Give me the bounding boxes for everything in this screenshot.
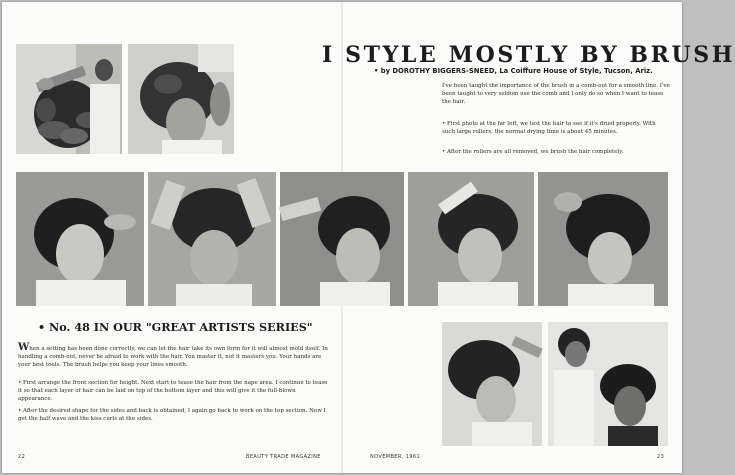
article-byline: • by DOROTHY BIGGERS-SNEED, La Coiffure House of Style, Tucson, Ariz. <box>374 67 653 75</box>
magazine-spread <box>2 2 735 473</box>
series-heading: • No. 48 IN OUR "GREAT ARTISTS SERIES" <box>38 320 313 334</box>
article-title: I STYLE MOSTLY BY BRUSH <box>322 42 735 68</box>
step-first-photo-paragraph: • First photo at the far left, we test the hair to see if it's dried properly. With such large rollers, the normal drying time is about 45 minutes. <box>442 121 656 136</box>
photo-stylist-and-model <box>548 322 668 446</box>
body-sides-paragraph: • After the desired shape for the sides and back is obtained, I again go back to work on the top section. Now I get the half wave and the kiss curls at the sides. <box>18 408 326 423</box>
body-intro-text: hen a setting has been done correctly, we can let the hair take its own form for it will almost mold itself. In handling a comb-out, never be afraid to work with the hair. You master it, not it masters you. Your hands are your best tools. The brush helps you keep your lines smooth. <box>18 346 328 369</box>
issue-date: NOVEMBER, 1961 <box>370 454 421 460</box>
photo-strip-3 <box>280 172 404 306</box>
photo-strip-4 <box>408 172 534 306</box>
photo-strip-1 <box>16 172 144 306</box>
photo-checking-curl <box>128 44 234 154</box>
body-front-paragraph: • First arrange the front section for height. Next start to tease the hair from the nape area. I continue to tease it so that each layer of hair can be laid on top of the bottom layer and this will give it the full-blown appearance. <box>18 380 328 403</box>
magazine-name: BEAUTY TRADE MAGAZINE <box>246 454 321 460</box>
photo-rollers-drying <box>16 44 122 154</box>
body-intro-paragraph <box>18 344 330 370</box>
intro-paragraph: I've been taught the importance of the brush in a comb-out for a smooth line. I've been taught to very seldom use the comb and I only do so when I want to tease the hair. <box>442 83 670 106</box>
photo-strip-5 <box>538 172 668 306</box>
right-page-number: 23 <box>657 454 665 460</box>
drop-cap: W <box>18 342 30 353</box>
step-rollers-paragraph: • After the rollers are all removed, we brush the hair completely. <box>442 149 624 155</box>
left-page-number: 22 <box>18 454 26 460</box>
photo-strip-2 <box>148 172 276 306</box>
photo-finished-profile <box>442 322 542 446</box>
